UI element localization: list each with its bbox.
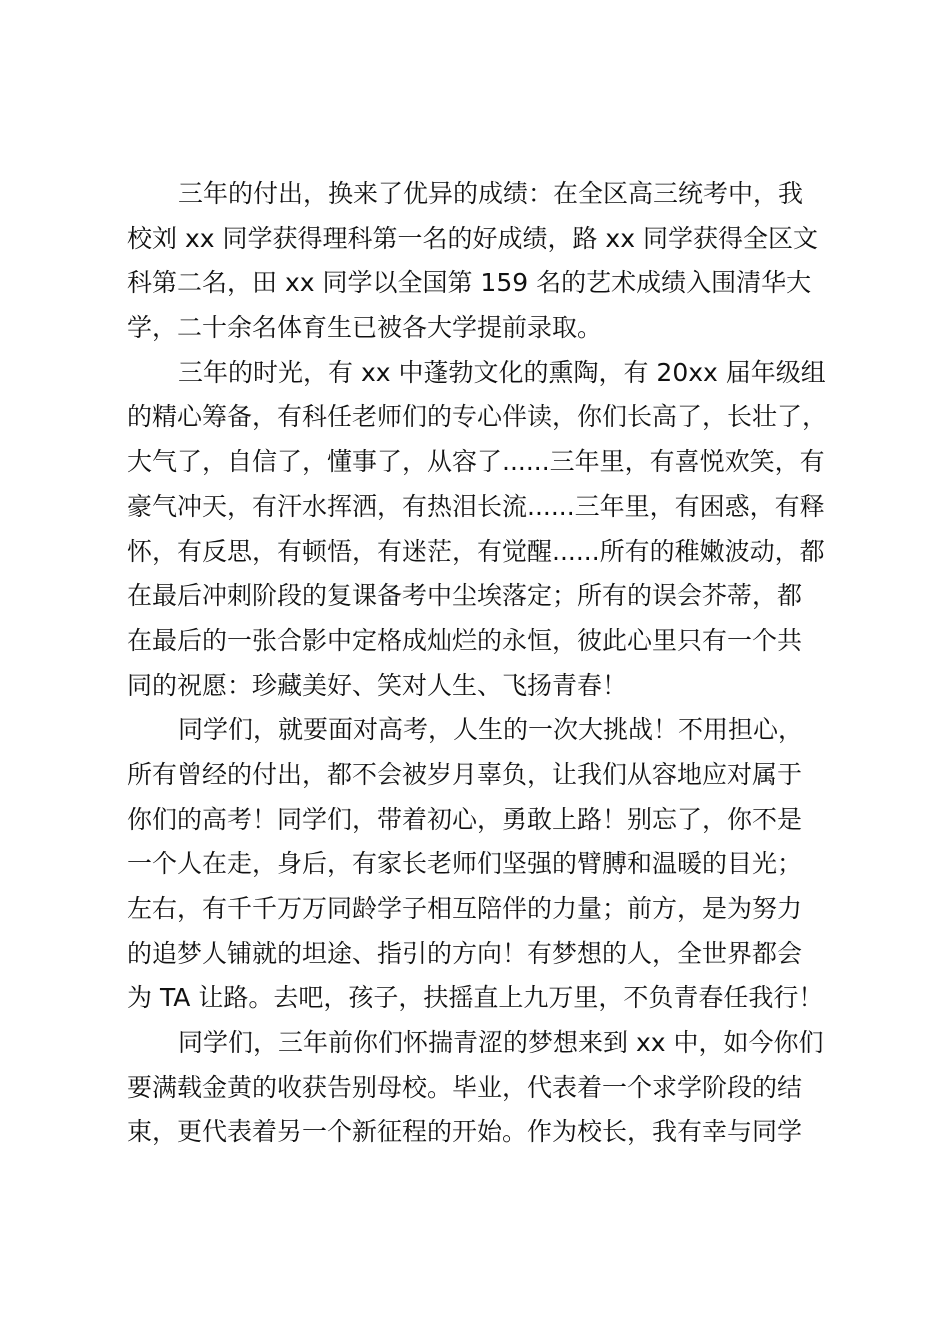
text-line: 在最后冲刺阶段的复课备考中尘埃落定；所有的误会芥蒂，都 bbox=[127, 581, 803, 611]
text-line: 同学们，三年前你们怀揣青涩的梦想来到 xx 中，如今你们 bbox=[178, 1028, 824, 1058]
text-line: 你们的高考！同学们，带着初心，勇敢上路！别忘了，你不是 bbox=[127, 804, 803, 834]
text-line: 左右，有千千万万同龄学子相互陪伴的力量；前方，是为努力 bbox=[127, 894, 803, 923]
text-line: 一个人在走，身后，有家长老师们坚强的臂膊和温暖的目光； bbox=[127, 849, 803, 879]
text-line: 同的祝愿：珍藏美好、笑对人生、飞扬青春！ bbox=[127, 670, 628, 700]
text-line: 所有曾经的付出，都不会被岁月辜负，让我们从容地应对属于 bbox=[127, 759, 803, 789]
text-line: 学，二十余名体育生已被各大学提前录取。 bbox=[127, 313, 603, 343]
text-line: 大气了，自信了，懂事了，从容了......三年里，有喜悦欢笑，有 bbox=[127, 447, 825, 477]
text-line: 怀，有反思，有顿悟，有迷茫，有觉醒......所有的稚嫩波动，都 bbox=[127, 536, 825, 566]
text-line: 要满载金黄的收获告别母校。毕业，代表着一个求学阶段的结 bbox=[127, 1072, 803, 1102]
text-line: 的追梦人铺就的坦途、指引的方向！有梦想的人，全世界都会 bbox=[127, 938, 803, 968]
text-line: 的精心筹备，有科任老师们的专心伴读，你们长高了，长壮了， bbox=[127, 402, 828, 432]
text-line: 在最后的一张合影中定格成灿烂的永恒，彼此心里只有一个共 bbox=[127, 625, 803, 655]
text-line: 三年的时光，有 xx 中蓬勃文化的熏陶，有 20xx 届年级组 bbox=[178, 357, 826, 387]
text-line: 为 TA 让路。去吧，孩子，扶摇直上九万里，不负青春任我行！ bbox=[127, 983, 824, 1013]
text-line: 校刘 xx 同学获得理科第一名的好成绩，路 xx 同学获得全区文 bbox=[127, 223, 818, 253]
text-line: 同学们，就要面对高考，人生的一次大挑战！不用担心， bbox=[178, 715, 804, 745]
body-text bbox=[127, 172, 847, 1155]
text-line: 科第二名，田 xx 同学以全国第 159 名的艺术成绩入围清华大 bbox=[127, 268, 812, 298]
text-line: 束，更代表着另一个新征程的开始。作为校长，我有幸与同学 bbox=[127, 1117, 803, 1147]
text-line: 豪气冲天，有汗水挥洒，有热泪长流......三年里，有困惑，有释 bbox=[127, 491, 825, 521]
text-line: 三年的付出，换来了优异的成绩：在全区高三统考中，我 bbox=[178, 179, 804, 208]
